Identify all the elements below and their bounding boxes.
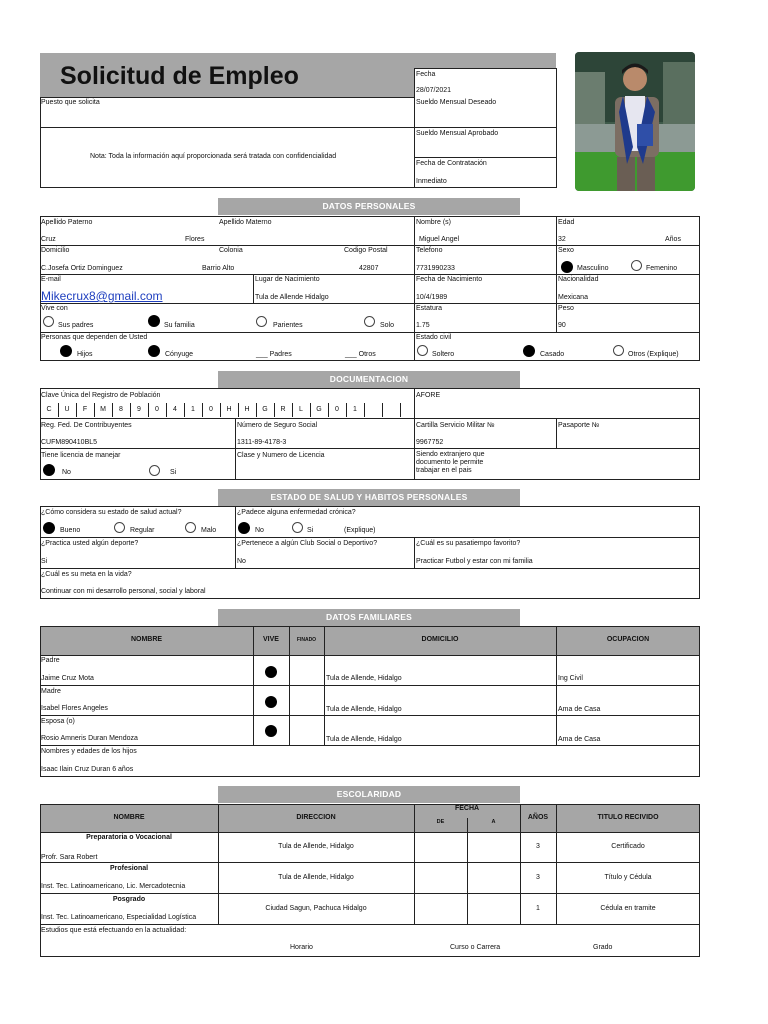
- esc-dir-posgrado: Ciudad Sagun, Pachuca Hidalgo: [265, 905, 367, 912]
- fam-name-esposa: Rosio Amneris Duran Mendoza: [41, 735, 138, 742]
- fecha-contratacion-label: Fecha de Contratación: [416, 160, 487, 167]
- fam-ocup-padre: Ing Civil: [558, 675, 583, 682]
- extranjero-line3: trabajar en el pais: [416, 467, 472, 474]
- solo-label: Solo: [380, 322, 395, 329]
- fecha-nac-label: Fecha de Nacimiento: [416, 276, 483, 283]
- curp-char: M: [100, 406, 106, 413]
- esc-header-nombre: NOMBRE: [113, 814, 145, 821]
- sus-padres-label: Sus padres: [58, 322, 94, 329]
- curp-char: C: [46, 406, 52, 413]
- domicilio: C.Josefa Ortiz Dominguez: [41, 265, 123, 272]
- radio-parientes[interactable]: [256, 316, 267, 327]
- edad: 32: [558, 236, 566, 243]
- conyuge-label: Cónyuge: [165, 351, 194, 358]
- esc-header-titulo: TITULO RECIVIDO: [597, 814, 659, 821]
- esc-anos-prepa: 3: [536, 843, 540, 850]
- esc-header-anos: AÑOS: [527, 814, 549, 821]
- apellido-materno-label: Apellido Materno: [219, 219, 272, 226]
- apellido-paterno-label: Apellido Paterno: [41, 219, 93, 226]
- fecha-nac: 10/4/1989: [416, 294, 448, 301]
- peso-label: Peso: [558, 305, 574, 312]
- radio-bueno-selected[interactable]: [43, 522, 55, 534]
- radio-licencia-no-selected[interactable]: [43, 464, 55, 476]
- radio-malo[interactable]: [185, 522, 196, 533]
- masculino-label: Masculino: [577, 265, 609, 272]
- estudios-actuales-label: Estudios que está efectuando en la actualidad:: [41, 927, 187, 934]
- fam-header-ocupacion: OCUPACION: [606, 636, 650, 643]
- femenino-label: Femenino: [646, 265, 678, 272]
- extranjero-line2: documento le permite: [416, 459, 484, 466]
- section-escolaridad: ESCOLARIDAD: [218, 786, 520, 803]
- nombre: Miguel Angel: [419, 236, 460, 243]
- vive-esposa-mark: [265, 725, 277, 737]
- telefono: 7731990233: [416, 265, 455, 272]
- rfc-label: Reg. Fed. De Contribuyentes: [41, 422, 132, 429]
- vive-con-label: Vive con: [41, 305, 68, 312]
- colonia: Barrio Alto: [202, 265, 235, 272]
- clase-licencia-label: Clase y Numero de Licencia: [237, 452, 325, 459]
- email-link[interactable]: Mikecrux8@gmail.com: [41, 289, 163, 303]
- fam-name-madre: Isabel Flores Angeles: [41, 705, 108, 712]
- padres-label: ___ Padres: [256, 351, 292, 358]
- esc-titulo-posgrado: Cédula en tramite: [600, 905, 656, 912]
- enfermedad-no-label: No: [255, 527, 264, 534]
- page-title: Solicitud de Empleo: [60, 62, 299, 90]
- radio-licencia-si[interactable]: [149, 465, 160, 476]
- esc-titulo-prepa: Certificado: [611, 843, 645, 850]
- section-estado-salud: ESTADO DE SALUD Y HABITOS PERSONALES: [218, 489, 520, 506]
- esc-anos-posgrado: 1: [536, 905, 540, 912]
- radio-enfermedad-no-selected[interactable]: [238, 522, 250, 534]
- curp-char: U: [64, 406, 70, 413]
- vive-padre-mark: [265, 666, 277, 678]
- sexo-label: Sexo: [558, 247, 574, 254]
- curp-label: Clave Única del Registro de Población: [41, 392, 161, 399]
- curso-label: Curso o Carrera: [450, 944, 501, 951]
- telefono-label: Telefono: [416, 247, 443, 254]
- hijos-value: Isaac Ilain Cruz Duran 6 años: [41, 766, 134, 773]
- salud-table: [40, 506, 700, 599]
- esc-dir-profesional: Tula de Allende, Hidalgo: [278, 874, 354, 881]
- curp-char: 4: [173, 406, 177, 413]
- bueno-label: Bueno: [60, 527, 81, 534]
- radio-soltero[interactable]: [417, 345, 428, 356]
- curp-char: 8: [119, 406, 123, 413]
- curp-char: 1: [191, 406, 195, 413]
- malo-label: Malo: [201, 527, 217, 534]
- deporte-label: ¿Practica usted algún deporte?: [41, 540, 139, 547]
- curp-char: 9: [137, 406, 141, 413]
- nss: 1311-89-4178-3: [237, 439, 287, 446]
- familiares-table: [40, 626, 700, 777]
- esc-header-a: A: [491, 819, 496, 825]
- esc-titulo-profesional: Título y Cédula: [604, 874, 652, 881]
- cartilla: 9967752: [416, 439, 444, 446]
- casado-label: Casado: [540, 351, 565, 358]
- cartilla-label: Cartilla Servicio Militar №: [416, 422, 495, 429]
- apellido-materno: Flores: [185, 236, 205, 243]
- regular-label: Regular: [130, 527, 155, 534]
- hijos-label: Hijos: [77, 351, 93, 358]
- curp-char: 0: [335, 406, 339, 413]
- curp-boxes: [40, 403, 414, 417]
- fam-ocup-madre: Ama de Casa: [558, 706, 601, 713]
- radio-otros[interactable]: [613, 345, 624, 356]
- edad-label: Edad: [558, 219, 575, 226]
- dependen-label: Personas que dependen de Usted: [41, 334, 148, 341]
- estatura-label: Estatura: [416, 305, 443, 312]
- pasatiempo-label: ¿Cuál es su pasatiempo favorito?: [416, 540, 521, 547]
- rfc: CUFM890410BL5: [41, 439, 98, 446]
- peso: 90: [558, 322, 566, 329]
- parientes-label: Parientes: [273, 322, 303, 329]
- esc-header-direccion: DIRECCION: [296, 814, 336, 821]
- puesto-label: Puesto que solicita: [41, 99, 100, 106]
- section-datos-familiares: DATOS FAMILIARES: [218, 609, 520, 626]
- afore-label: AFORE: [416, 392, 441, 399]
- esc-nivel-posgrado: Posgrado: [112, 896, 146, 903]
- fam-name-padre: Jaime Cruz Mota: [41, 675, 94, 682]
- esc-header-de: DE: [436, 819, 445, 825]
- nota-confidencialidad: Nota: Toda la información aquí proporcionada será tratada con confidencialidad: [90, 153, 337, 160]
- pasaporte-label: Pasaporte №: [558, 422, 600, 429]
- extranjero-line1: Siendo extranjero que: [416, 451, 485, 458]
- licencia-no-label: No: [62, 469, 71, 476]
- fam-header-vive: VIVE: [263, 636, 279, 643]
- nacionalidad-label: Nacionalidad: [558, 276, 599, 283]
- esc-nivel-prepa: Preparatoria o Vocacional: [86, 834, 172, 841]
- nacionalidad: Mexicana: [558, 294, 588, 301]
- licencia-label: Tiene licencia de manejar: [41, 452, 121, 459]
- esc-escuela-profesional: Inst. Tec. Latinoamericano, Lic. Mercadotecnia: [41, 883, 186, 890]
- curp-char: L: [299, 406, 303, 413]
- esc-escuela-posgrado: Inst. Tec. Latinoamericano, Especialidad Logística: [41, 914, 197, 921]
- nombre-label: Nombre (s): [416, 219, 452, 226]
- club-label: ¿Pertenece a algún Club Social o Deportivo?: [237, 540, 378, 547]
- fam-rel-esposa: Esposa (o): [41, 718, 75, 725]
- radio-enfermedad-si[interactable]: [292, 522, 303, 533]
- esc-anos-profesional: 3: [536, 874, 540, 881]
- fam-ocup-esposa: Ama de Casa: [558, 736, 601, 743]
- radio-sus-padres[interactable]: [43, 316, 54, 327]
- fecha-label: Fecha: [416, 71, 436, 78]
- radio-hijos-selected[interactable]: [60, 345, 72, 357]
- lugar-nac-label: Lugar de Nacimiento: [255, 276, 320, 283]
- sueldo-aprobado-label: Sueldo Mensual Aprobado: [416, 130, 499, 137]
- enfermedad-label: ¿Padece alguna enfermedad crónica?: [237, 509, 356, 516]
- deporte-value: Si: [41, 558, 48, 565]
- curp-char: F: [82, 406, 88, 413]
- grado-label: Grado: [593, 944, 613, 951]
- fam-dom-esposa: Tula de Allende, Hidalgo: [326, 736, 402, 743]
- esc-escuela-prepa: Profr. Sara Robert: [41, 854, 98, 861]
- enfermedad-si-label: Si: [307, 527, 314, 534]
- radio-masculino-selected[interactable]: [561, 261, 573, 273]
- curp-char: G: [262, 406, 268, 413]
- meta-value: Continuar con mi desarrollo personal, social y laboral: [41, 588, 206, 595]
- fam-header-finado: FINADO: [296, 637, 317, 643]
- radio-regular[interactable]: [114, 522, 125, 533]
- curp-char: H: [226, 406, 232, 413]
- fam-header-nombre: NOMBRE: [130, 636, 163, 643]
- section-datos-personales: DATOS PERSONALES: [218, 198, 520, 215]
- colonia-label: Colonia: [219, 247, 243, 254]
- edad-anos: Años: [665, 236, 681, 243]
- licencia-si-label: Si: [170, 469, 177, 476]
- estado-salud-label: ¿Cómo considera su estado de salud actual?: [41, 509, 182, 516]
- otros-label: ___ Otros: [345, 351, 376, 358]
- esc-header-fecha: FECHA: [454, 805, 480, 812]
- meta-label: ¿Cuál es su meta en la vida?: [41, 571, 132, 578]
- otros-explique-label: Otros (Explique): [628, 351, 679, 358]
- estatura: 1.75: [416, 322, 430, 329]
- apellido-paterno: Cruz: [41, 236, 56, 243]
- header-right-box: [414, 68, 557, 188]
- domicilio-label: Domicilio: [41, 247, 70, 254]
- estado-civil-label: Estado civil: [416, 334, 452, 341]
- esc-nivel-profesional: Profesional: [109, 865, 149, 872]
- fam-header-domicilio: DOMICILIO: [421, 636, 459, 643]
- su-familia-label: Su familia: [164, 322, 195, 329]
- applicant-photo: [575, 52, 695, 191]
- cp-label: Codigo Postal: [344, 247, 388, 254]
- hijos-label: Nombres y edades de los hijos: [41, 748, 137, 755]
- fam-rel-padre: Padre: [41, 657, 60, 664]
- club-value: No: [237, 558, 246, 565]
- curp-char: H: [244, 406, 250, 413]
- vive-madre-mark: [265, 696, 277, 708]
- sueldo-deseado-label: Sueldo Mensual Deseado: [416, 99, 497, 106]
- curp-char: 0: [209, 406, 213, 413]
- curp-char: 0: [155, 406, 159, 413]
- curp-char: G: [316, 406, 322, 413]
- radio-conyuge-selected[interactable]: [148, 345, 160, 357]
- email-label: E-mail: [41, 276, 61, 283]
- radio-su-familia-selected[interactable]: [148, 315, 160, 327]
- radio-femenino[interactable]: [631, 260, 642, 271]
- radio-casado-selected[interactable]: [523, 345, 535, 357]
- cp: 42807: [359, 265, 379, 272]
- radio-solo[interactable]: [364, 316, 375, 327]
- pasatiempo-value: Practicar Futbol y estar con mi familia: [416, 558, 533, 565]
- esc-dir-prepa: Tula de Allende, Hidalgo: [278, 843, 354, 850]
- horario-label: Horario: [290, 944, 313, 951]
- fecha-contratacion-value: Inmediato: [416, 178, 447, 185]
- curp-char: R: [280, 406, 286, 413]
- fam-dom-padre: Tula de Allende, Hidalgo: [326, 675, 402, 682]
- soltero-label: Soltero: [432, 351, 455, 358]
- lugar-nac: Tula de Allende Hidalgo: [255, 294, 329, 301]
- curp-char: 1: [353, 406, 357, 413]
- fam-rel-madre: Madre: [41, 688, 61, 695]
- documentacion-table: [40, 388, 700, 480]
- section-documentacion: DOCUMENTACION: [218, 371, 520, 388]
- fecha-value: 28/07/2021: [416, 87, 452, 94]
- fam-dom-madre: Tula de Allende, Hidalgo: [326, 706, 402, 713]
- nss-label: Número de Seguro Social: [237, 422, 318, 429]
- explique-label: (Explique): [344, 527, 376, 534]
